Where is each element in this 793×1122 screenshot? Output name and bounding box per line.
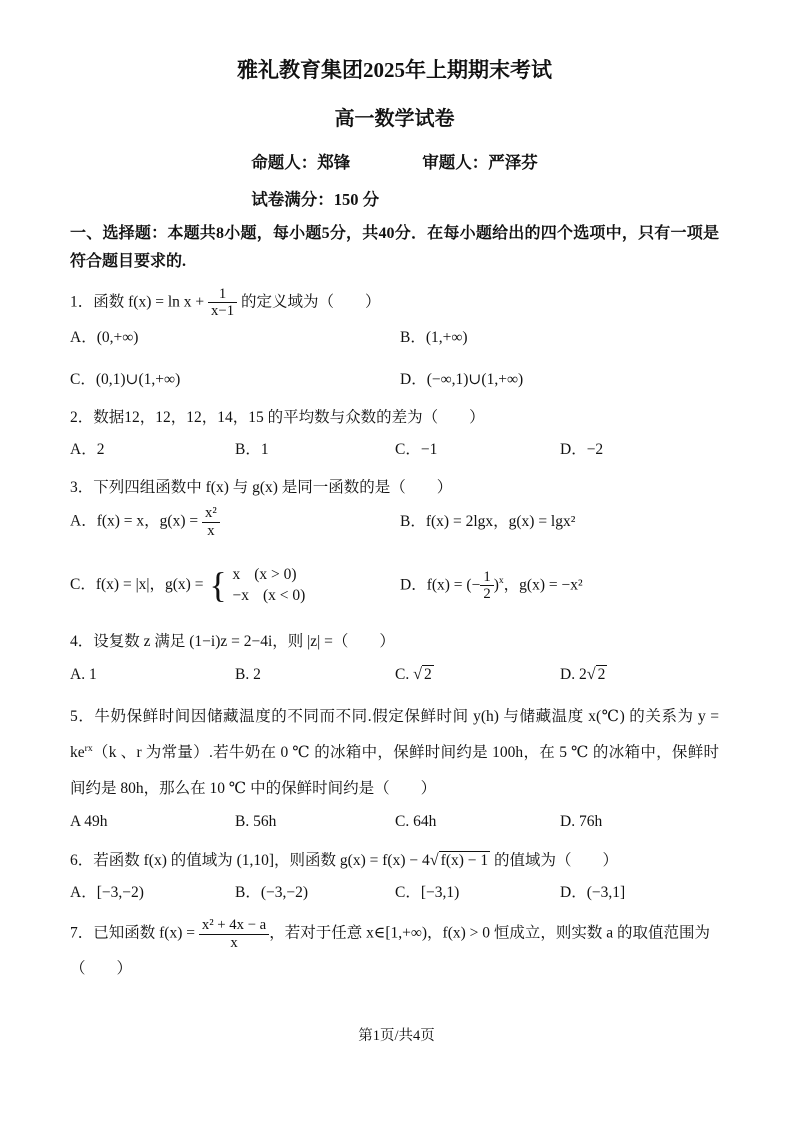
question-5 [70,699,719,836]
q4-d-radical-sign: √ [586,665,596,684]
q1-option-d: D．(−∞,1)∪(1,+∞) [400,370,524,388]
q6-sqrt [430,852,490,869]
q6-radical-sign: √ [429,851,439,870]
question-1-stem [70,286,719,320]
q3-c-brace: { [209,565,227,606]
exam-subtitle: 高一数学试卷 [334,108,455,130]
q3-option-c [70,553,400,618]
q3-d-left-paren: (− [466,576,481,594]
question-setter: 命题人：郑锋 [251,153,351,172]
q1-option-c: C．(0,1)∪(1,+∞) [70,370,181,388]
question-3 [70,474,719,619]
q3-option-d [400,569,719,603]
exam-meta [251,149,538,210]
q1-fraction [208,286,237,320]
q4-option-b: B. 2 [235,665,261,683]
exam-title: 雅礼教育集团2025年上期期末考试 [237,58,552,82]
q3-d-fraction-denominator: 2 [483,586,491,603]
q6-post: 的值域为（ ） [490,852,619,870]
question-6-stem [70,846,719,875]
q2-option-b: B．1 [235,440,269,458]
q3-option-a [70,505,400,539]
question-4-stem: 4．设复数 z 满足 (1−i)z = 2−4i，则 |z| =（ ） [70,633,395,651]
q3-c-case-2 [233,586,306,607]
exam-authors-line [251,149,538,173]
q1-post: 的定义域为（ ） [237,293,381,311]
q3-d-right-paren: ) [493,576,499,594]
q3-a-fraction [202,505,220,539]
q4-option-c [395,660,560,689]
question-reviewer: 审题人：严泽芬 [422,153,538,172]
q5-option-a: A 49h [70,813,108,831]
q3-c-case2-value: −x [232,586,249,604]
q2-option-a: A．2 [70,440,105,458]
question-1 [70,286,719,394]
q6-option-b: B．(−3,−2) [235,884,309,902]
q4-c-sqrt [413,666,434,683]
question-2-stem: 2．数据12，12，12，14，15 的平均数与众数的差为（ ） [70,408,485,426]
q3-c-cases [233,565,306,607]
q4-d-sqrt [587,666,608,683]
q1-option-a: A．(0,+∞) [70,328,139,346]
page-number: 第1页/共4页 [358,1028,435,1044]
question-6-options [70,879,719,907]
q7-fraction-numerator: x² + 4x − a [199,917,269,934]
section-1-intro: 一、选择题：本题共8小题，每小题5分，共40分．在每小题给出的四个选项中，只有一项是符合题目要求的. [70,225,719,270]
question-1-options [70,324,719,394]
q6-radicand: f(x) − 1 [440,852,489,870]
q3-d-pre: D．f(x) = [400,576,467,594]
q1-fraction-denominator: x−1 [211,303,235,320]
q3-c-case1-condition: (x > 0) [254,565,297,583]
question-7 [70,917,719,983]
q3-d-fraction [480,569,493,603]
q3-c-case1-value: x [232,565,241,583]
q3-c-case2-condition: (x < 0) [263,586,306,604]
question-5-options [70,808,719,836]
q3-a-pre: A．f(x) = x，g(x) = [70,512,199,530]
q5-text-part2: （k 、r 为常量）.若牛奶在 0 ℃ 的冰箱中，保鲜时间约是 100h，在 5 ℃ 的冰箱中，保鲜时间约是 80h，那么在 10 ℃ 中的保鲜时间约是（ ） [70,744,719,797]
q3-a-fraction-numerator: x² [202,505,220,522]
q5-exponent: rx [84,742,93,754]
q4-c-radicand: 2 [424,666,432,684]
q3-c-pre: C．f(x) = |x|，g(x) = [70,576,204,594]
q3-d-exponent: x [498,575,504,586]
question-4 [70,628,719,689]
q5-option-c: C. 64h [395,813,437,831]
q3-d-fraction-numerator: 1 [480,569,493,586]
question-2-options [70,436,719,464]
question-7-stem [70,917,719,951]
q2-option-c: C．−1 [395,440,438,458]
question-7-answer-blank: （ ） [70,960,133,978]
q7-fraction-denominator: x [230,934,238,951]
q5-option-d: D. 76h [560,813,603,831]
q3-d-post: ，g(x) = −x² [503,576,583,594]
question-3-options [70,505,719,618]
q4-d-radicand: 2 [597,666,606,684]
q4-c-radical-sign: √ [413,665,423,684]
q7-fraction [199,917,269,951]
q4-option-d [560,660,719,689]
q1-option-b: B．(1,+∞) [400,328,468,346]
q3-option-b: B．f(x) = 2lgx，g(x) = lgx² [400,513,576,531]
q6-option-c: C．[−3,1) [395,884,460,902]
question-4-options [70,660,719,689]
question-2 [70,404,719,464]
q1-fraction-numerator: 1 [208,286,237,303]
q3-c-case-1 [233,565,306,586]
q5-text-part1: 5．牛奶保鲜时间因储藏温度的不同而不同.假定保鲜时间 y(h) 与储藏温度 x(℃) 的关系为 y = ke [70,708,719,762]
q1-pre: 1．函数 [70,293,129,311]
q1-function: f(x) = ln x + [128,293,205,311]
q4-c-pre: C. [395,666,414,684]
question-5-stem [70,699,719,806]
q6-option-a: A．[−3,−2) [70,884,144,902]
q7-pre: 7．已知函数 f(x) = [70,924,195,942]
q7-post: ，若对于任意 x∈[1,+∞)，f(x) > 0 恒成立，则实数 a 的取值范围为 [269,924,711,942]
q4-d-pre: D. 2 [560,666,587,684]
question-3-stem: 3．下列四组函数中 f(x) 与 g(x) 是同一函数的是（ ） [70,478,453,496]
question-6 [70,846,719,907]
q3-a-fraction-denominator: x [207,522,215,539]
q6-pre: 6．若函数 f(x) 的值域为 (1,10]，则函数 g(x) = f(x) − 4 [70,852,430,870]
q2-option-d: D．−2 [560,440,604,458]
q5-option-b: B. 56h [235,813,277,831]
q6-option-d: D．(−3,1] [560,884,626,902]
full-score: 试卷满分：150 分 [251,190,380,209]
q4-option-a: A. 1 [70,665,97,683]
